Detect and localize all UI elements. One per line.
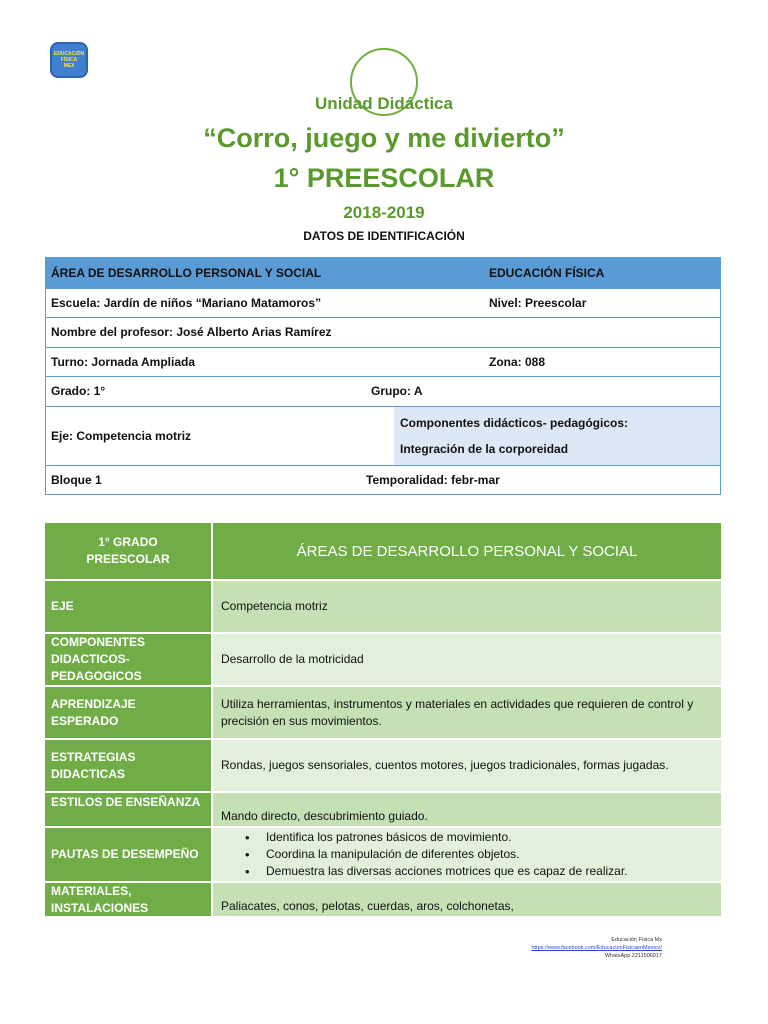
school-cell: Escuela: Jardín de niños “Mariano Matamoros” xyxy=(51,295,322,310)
facebook-link[interactable]: https://www.facebook.com/EducacionFisicaenMexico/ xyxy=(531,945,662,951)
school-year: 2018-2019 xyxy=(343,203,425,222)
row-label: ESTRATEGIAS DIDACTICAS xyxy=(45,740,213,791)
plan-row-guidelines xyxy=(45,828,721,883)
row-label: PAUTAS DE DESEMPEÑO xyxy=(45,828,213,881)
id-row-axis xyxy=(46,406,720,465)
list-item: • Demuestra las diversas acciones motrices que es capaz de realizar. xyxy=(245,863,713,880)
id-row-teacher xyxy=(46,317,720,347)
row-value: Desarrollo de la motricidad xyxy=(213,634,721,685)
level-heading: 1° PREESCOLAR xyxy=(273,163,495,193)
logo-text-3: MEX xyxy=(63,63,75,69)
components-value: Integración de la corporeidad xyxy=(400,441,569,456)
id-row-school xyxy=(46,288,720,318)
logo xyxy=(50,42,88,78)
teacher-cell: Nombre del profesor: José Alberto Arias Ramírez xyxy=(51,325,332,340)
plan-row-materials xyxy=(45,883,721,918)
id-row-shift xyxy=(46,347,720,377)
plan-row-axis xyxy=(45,581,721,634)
footer-name: Educación Física Mx xyxy=(611,937,662,943)
id-row-block xyxy=(46,465,720,495)
grade-heading-line1: 1° GRADO xyxy=(98,535,158,549)
components-label: Componentes didácticos- pedagógicos: xyxy=(400,415,629,430)
row-label: COMPONENTES DIDACTICOS-PEDAGOGICOS xyxy=(45,634,213,685)
list-item: • Identifica los patrones básicos de movimiento. xyxy=(245,829,713,846)
id-row-grade xyxy=(46,376,720,406)
row-label: EJE xyxy=(45,581,213,632)
plan-row-components xyxy=(45,634,721,687)
row-value: Mando directo, descubrimiento guiado. xyxy=(213,793,721,826)
grade-cell: Grado: 1° xyxy=(51,384,106,399)
row-value: Paliacates, conos, pelotas, cuerdas, aros, colchonetas, xyxy=(213,883,721,916)
id-header-row xyxy=(46,258,720,288)
row-label: APRENDIZAJE ESPERADO xyxy=(45,687,213,738)
block-cell: Bloque 1 xyxy=(51,472,102,487)
guidelines-list xyxy=(221,829,713,880)
row-value: Utiliza herramientas, instrumentos y materiales en actividades que requieren de control y precisión en sus movimientos. xyxy=(213,687,721,738)
shift-cell: Turno: Jornada Ampliada xyxy=(51,354,196,369)
grade-heading-line2: PREESCOLAR xyxy=(86,552,170,566)
axis-cell: Eje: Competencia motriz xyxy=(51,428,192,443)
logo-text-1: EDUCACIÓN xyxy=(53,51,85,57)
subject-header: EDUCACIÓN FÍSICA xyxy=(489,265,605,280)
list-item: • Coordina la manipulación de diferentes objetos. xyxy=(245,846,713,863)
plan-row-styles xyxy=(45,793,721,828)
plan-row-strategies xyxy=(45,740,721,793)
area-title: ÁREAS DE DESARROLLO PERSONAL Y SOCIAL xyxy=(213,523,721,579)
document-title: “Corro, juego y me divierto” xyxy=(203,123,565,153)
row-value xyxy=(213,828,721,881)
whatsapp-number: WhatsApp 2211506017 xyxy=(604,953,662,959)
plan-row-learning xyxy=(45,687,721,740)
area-header: ÁREA DE DESARROLLO PERSONAL Y SOCIAL xyxy=(51,265,322,280)
unit-heading: Unidad Didáctica xyxy=(315,94,453,113)
row-value: Rondas, juegos sensoriales, cuentos motores, juegos tradicionales, formas jugadas. xyxy=(213,740,721,791)
grade-heading xyxy=(45,523,213,579)
plan-header-row xyxy=(45,523,721,581)
group-cell: Grupo: A xyxy=(371,384,423,399)
plan-table xyxy=(45,523,721,918)
section-subtitle: DATOS DE IDENTIFICACIÓN xyxy=(303,229,465,243)
identification-table xyxy=(45,257,721,495)
components-cell xyxy=(394,407,720,465)
row-label: MATERIALES, INSTALACIONES xyxy=(45,883,213,916)
row-value: Competencia motriz xyxy=(213,581,721,632)
zone-cell: Zona: 088 xyxy=(489,354,546,369)
level-cell: Nivel: Preescolar xyxy=(489,295,587,310)
footer-credits xyxy=(531,936,662,960)
logo-text-2: FÍSICA xyxy=(60,57,78,63)
period-cell: Temporalidad: febr-mar xyxy=(366,472,500,487)
row-label: ESTILOS DE ENSEÑANZA xyxy=(45,793,213,826)
